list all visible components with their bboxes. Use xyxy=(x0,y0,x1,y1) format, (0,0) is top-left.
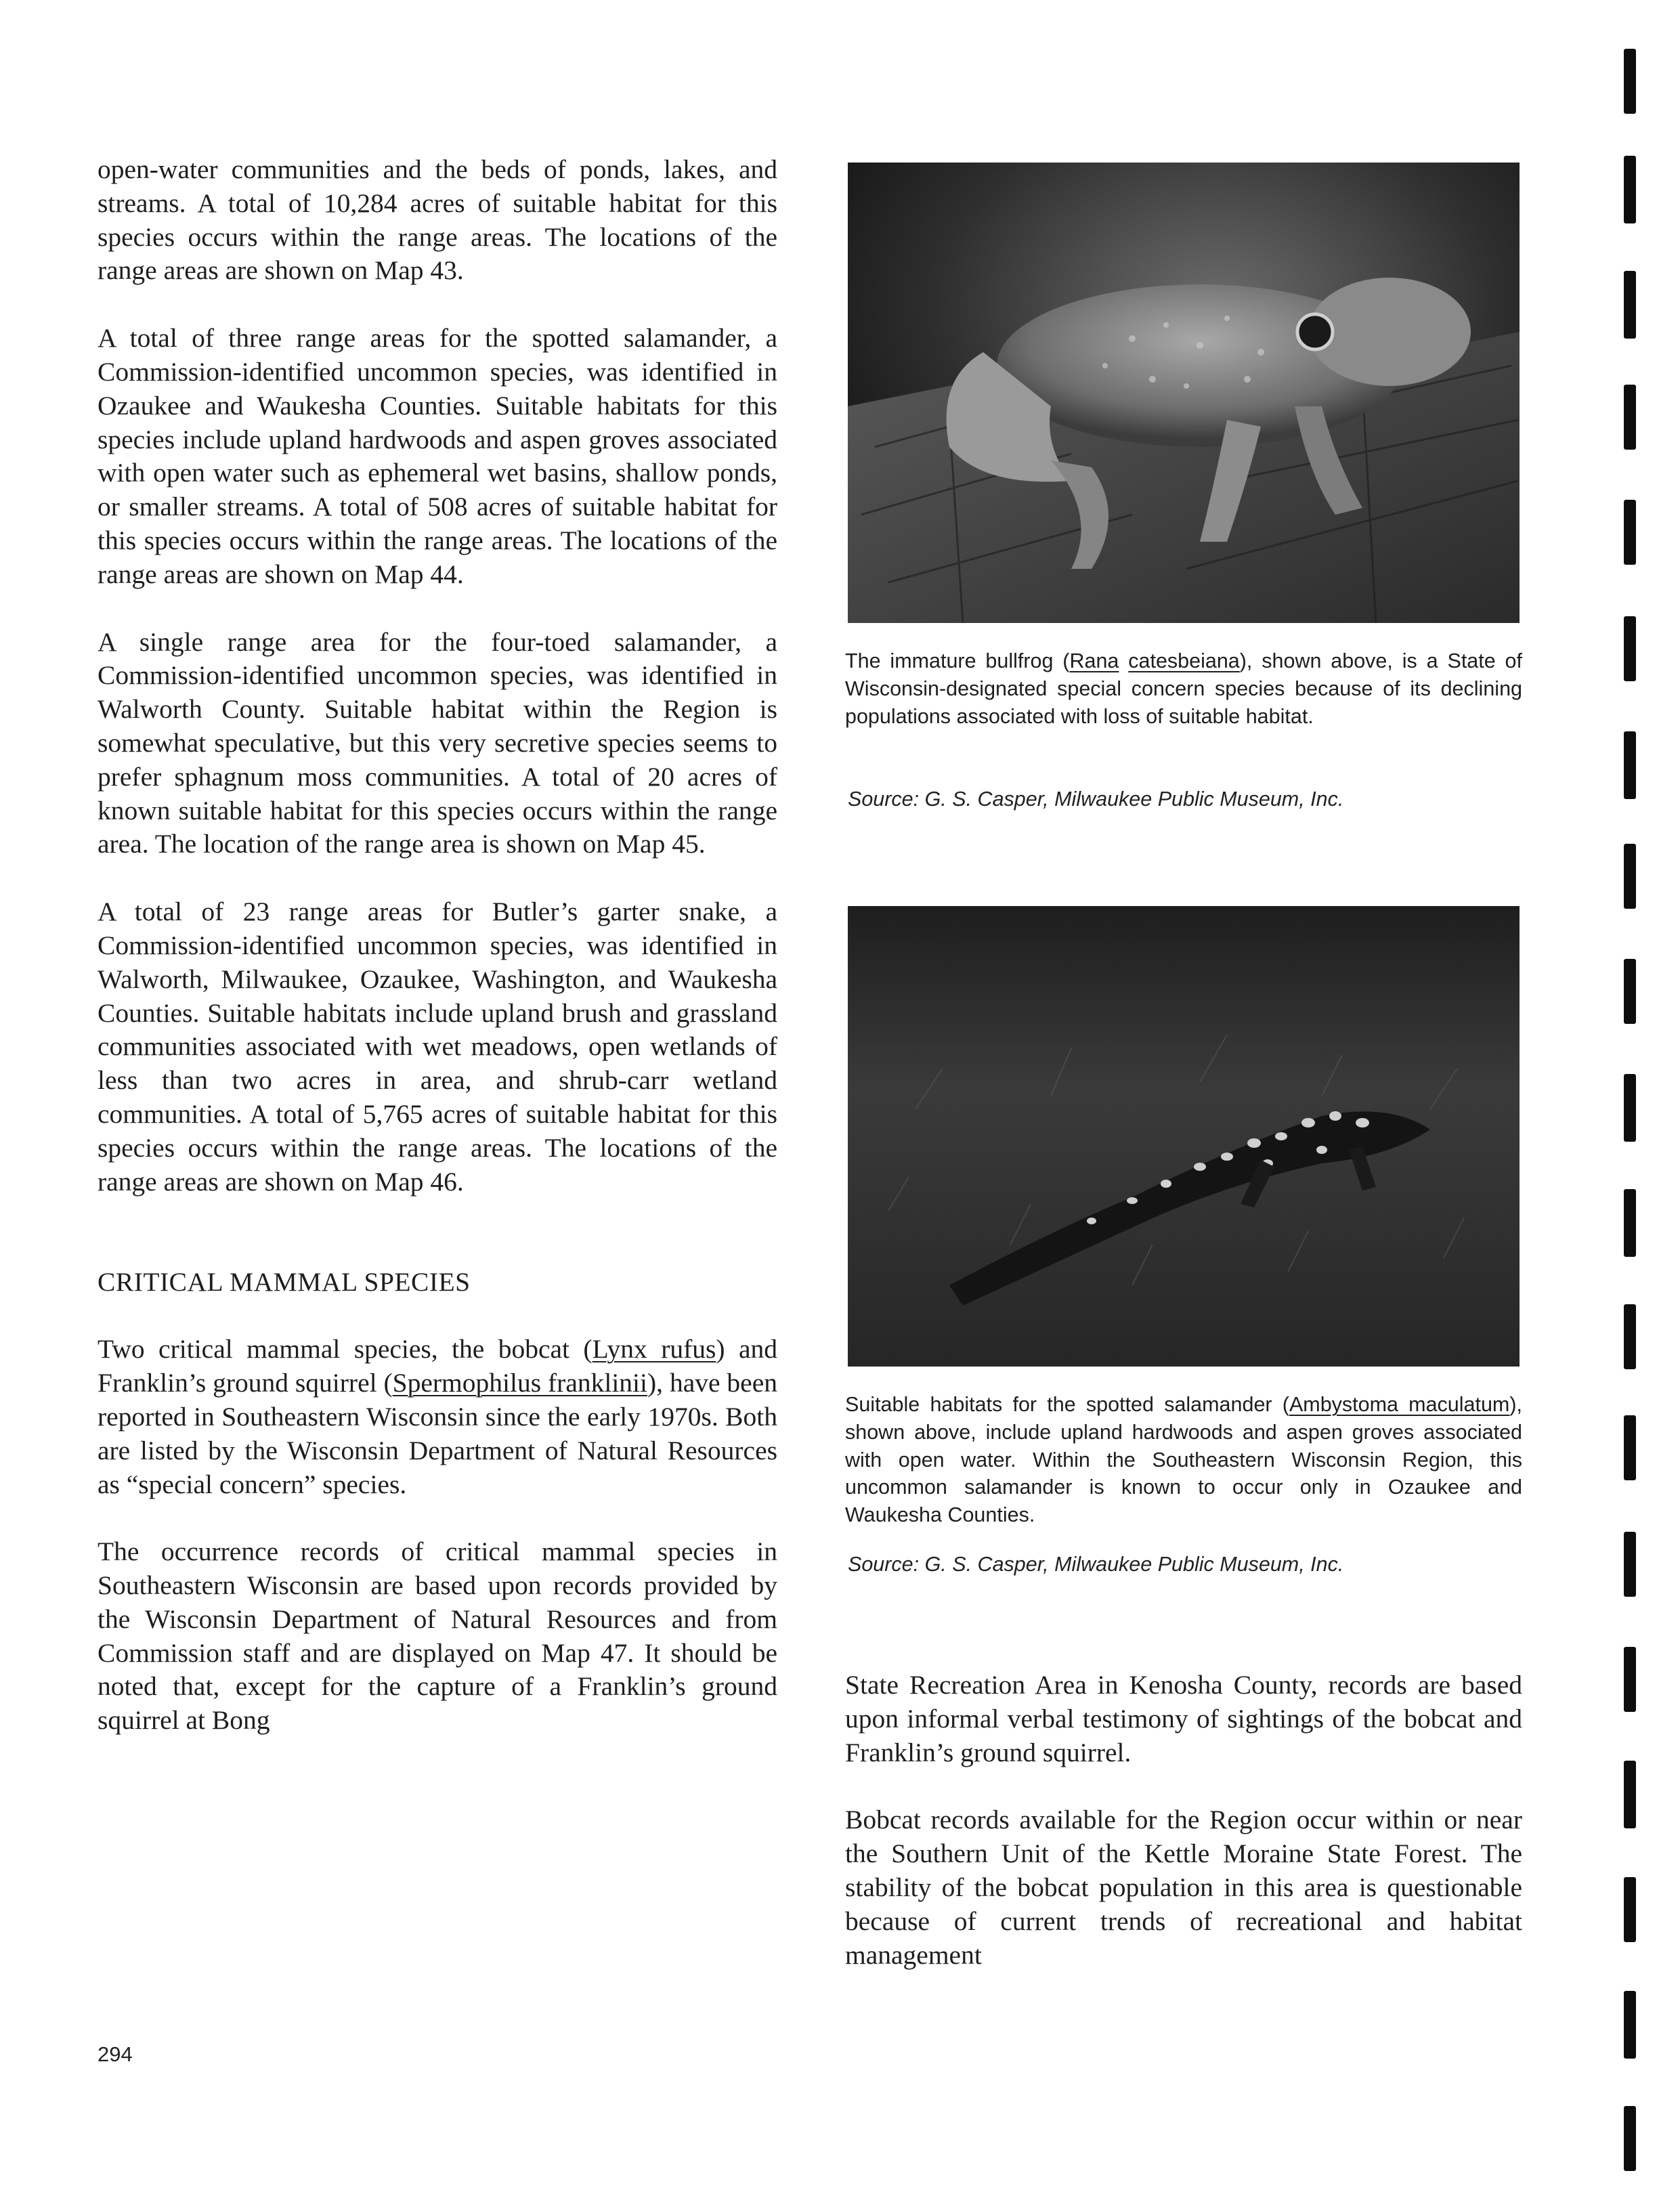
binding-mark xyxy=(1624,49,1636,114)
bullfrog-photo xyxy=(848,163,1520,623)
binding-mark xyxy=(1624,1761,1636,1828)
binding-mark xyxy=(1624,1991,1636,2059)
salamander-caption: Suitable habitats for the spotted salamander (Ambystoma maculatum), shown above, include upland hardwoods and aspen groves associated with open water. Within the Southeastern Wisconsin Region, this uncommon salamander is known to occur only in Ozaukee and Waukesha Counties. xyxy=(845,1393,1522,1527)
left-column xyxy=(98,153,777,1738)
paragraph-bobcat-records: Bobcat records available for the Region occur within or near the Southern Unit of the Kettle Moraine State Forest. The stability of the bobcat population in this area is questionable because of current trends of recreational and habitat management xyxy=(845,1805,1522,1970)
bullfrog-caption: The immature bullfrog (Rana catesbeiana), shown above, is a State of Wisconsin-designated special concern species because of its declining populations associated with loss of suitable habitat. xyxy=(845,649,1522,728)
paragraph-critical-mammals: Two critical mammal species, the bobcat (Lynx rufus) and Franklin’s ground squirrel (Spermophilus franklinii), have been reported in Southeastern Wisconsin since the early 1970s. Both are listed by the Wisconsin Department of Natural Resources as “special concern” species. xyxy=(98,1334,777,1499)
salamander-image xyxy=(848,906,1520,1367)
binding-mark xyxy=(1624,500,1636,565)
section-heading-critical-mammals: CRITICAL MAMMAL SPECIES xyxy=(98,1267,471,1297)
binding-mark xyxy=(1624,616,1636,681)
binding-mark xyxy=(1624,156,1636,223)
spotted-salamander-photo xyxy=(848,906,1520,1367)
binding-mark xyxy=(1624,385,1636,450)
right-column xyxy=(845,1669,1522,1972)
binding-mark xyxy=(1624,1877,1636,1942)
bullfrog-image xyxy=(848,163,1520,623)
binding-mark xyxy=(1624,959,1636,1024)
binding-mark xyxy=(1624,1415,1636,1480)
paragraph-occurrence-records: The occurrence records of critical mammal species in Southeastern Wisconsin are based upon records provided by the Wisconsin Department of Natural Resources and from Commission staff and are displayed on Map 47. It should be noted that, except for the capture of a Franklin’s ground squirrel at Bong xyxy=(98,1536,777,1736)
binding-mark xyxy=(1624,731,1636,799)
paragraph-spotted-salamander: A total of three range areas for the spotted salamander, a Commission-identified uncommon species, was identified in Ozaukee and Waukesha Counties. Suitable habitats for this species include upland hardwoods and aspen groves associated with open water such as ephemeral wet basins, shallow ponds, or smaller streams. A total of 508 acres of suitable habitat for this species occurs within the range areas. The locations of the range areas are shown on Map 44. xyxy=(98,323,777,589)
paragraph-bong-continuation: State Recreation Area in Kenosha County, records are based upon informal verbal testimony of sightings of the bobcat and Franklin’s ground squirrel. xyxy=(845,1670,1522,1767)
binding-mark xyxy=(1624,844,1636,909)
binding-mark xyxy=(1624,271,1636,339)
binding-mark xyxy=(1624,1647,1636,1712)
paragraph-butlers-garter-snake: A total of 23 range areas for Butler’s garter snake, a Commission-identified uncommon species, was identified in Walworth, Milwaukee, Ozaukee, Washington, and Waukesha Counties. Suitable habitats include upland brush and grassland communities associated with wet meadows, open wetlands of less than two acres in area, and shrub-carr wetland communities. A total of 5,765 acres of suitable habitat for this species occurs within the range areas. The locations of the range areas are shown on Map 46. xyxy=(98,897,777,1197)
paragraph-four-toed-salamander: A single range area for the four-toed salamander, a Commission-identified uncommon species, was identified in Walworth County. Suitable habitat within the Region is somewhat speculative, but this very secretive species seems to prefer sphagnum moss communities. A total of 20 acres of known suitable habitat for this species occurs within the range area. The location of the range area is shown on Map 45. xyxy=(98,626,777,859)
binding-mark xyxy=(1624,1189,1636,1257)
salamander-photo-source: Source: G. S. Casper, Milwaukee Public Museum, Inc. xyxy=(848,1553,1344,1576)
page-number: 294 xyxy=(98,2042,133,2066)
binding-strip xyxy=(1620,0,1660,2192)
binding-mark xyxy=(1624,1304,1636,1369)
paragraph-bullfrog-end: open-water communities and the beds of ponds, lakes, and streams. A total of 10,284 acres of suitable habitat for this species occurs within the range areas. The locations of the range areas are shown on Map 43. xyxy=(98,154,777,286)
bullfrog-photo-source: Source: G. S. Casper, Milwaukee Public Museum, Inc. xyxy=(848,788,1344,811)
sci-name-lynx-rufus: Lynx rufus xyxy=(592,1334,716,1364)
binding-mark xyxy=(1624,2106,1636,2171)
binding-mark xyxy=(1624,1532,1636,1597)
sci-name-spermophilus: Spermophilus franklinii xyxy=(392,1368,648,1398)
binding-mark xyxy=(1624,1074,1636,1142)
